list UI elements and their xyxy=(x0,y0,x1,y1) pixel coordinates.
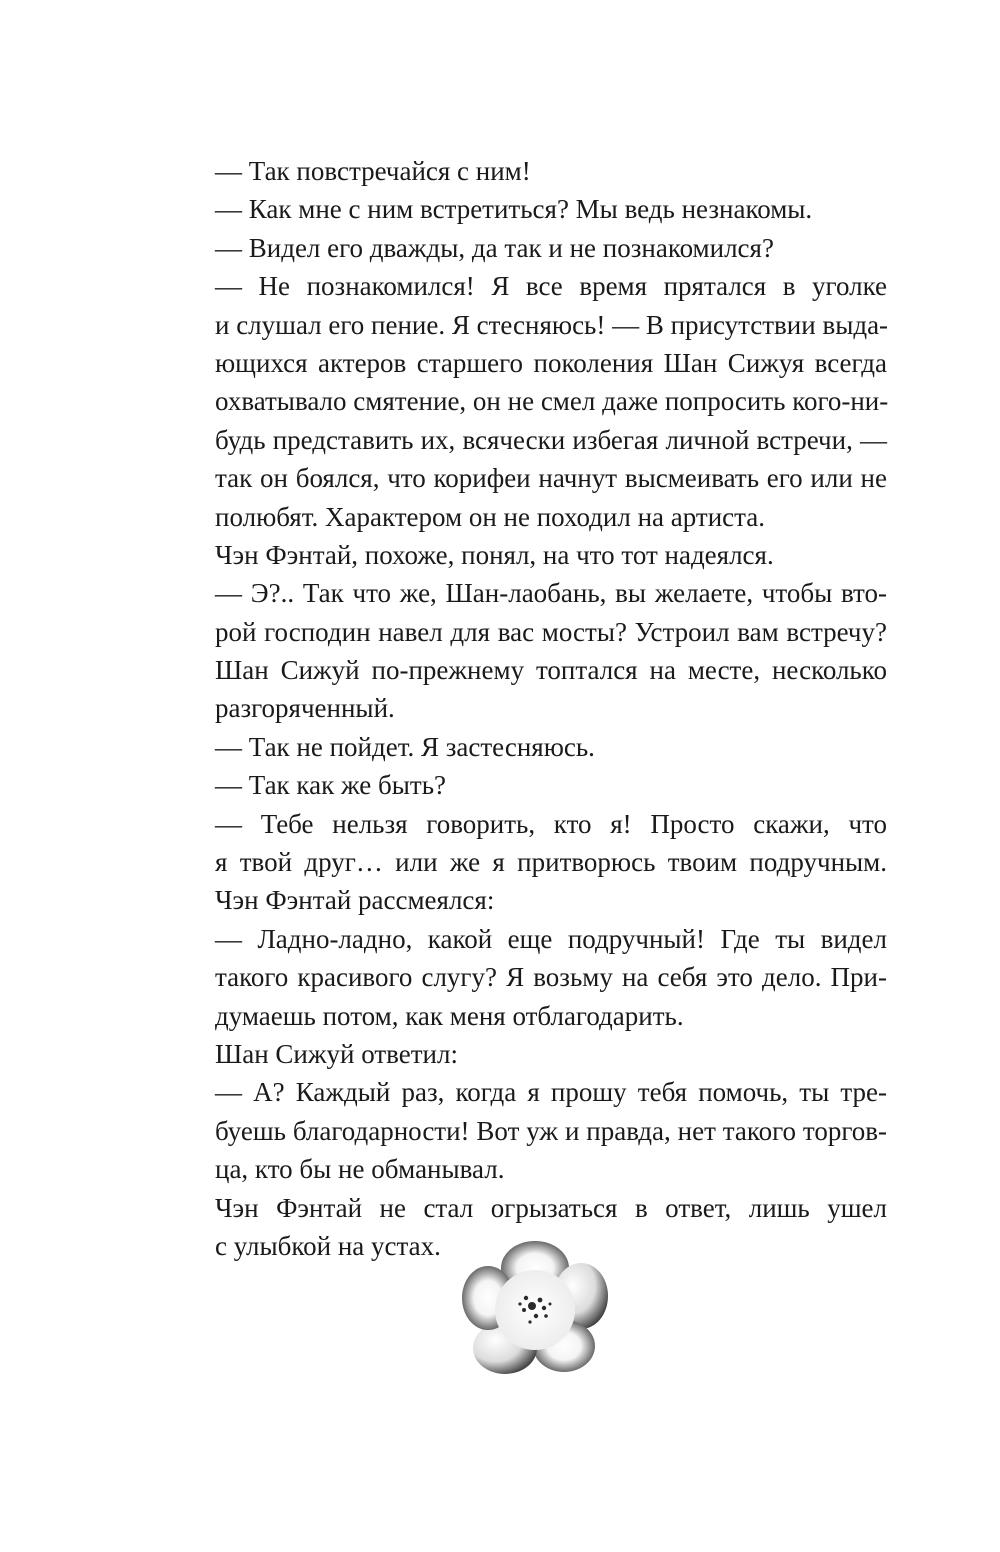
text-line: думаешь потом, как меня отблагодарить. xyxy=(215,1000,684,1031)
text-line: ющихся актеров старшего поколения Шан Сижуя всегда xyxy=(215,347,887,378)
text-line: Чэн Фэнтай не стал огрызаться в ответ, лишь ушел xyxy=(215,1192,887,1223)
text-line: — Э?.. Так что же, Шан-лаобань, вы желаете, чтобы вто- xyxy=(215,578,887,609)
text-line: я твой друг… или же я притворюсь твоим подручным. xyxy=(215,847,887,878)
text-line: буешь благодарности! Вот уж и правда, нет такого торгов- xyxy=(215,1115,887,1146)
text-line: — Как мне с ним встретиться? Мы ведь незнакомы. xyxy=(215,194,813,225)
text-line: и слушал его пение. Я стесняюсь! — В присутствии выда- xyxy=(215,309,889,340)
text-line: — Так как же быть? xyxy=(215,770,446,801)
text-line: с улыбкой на устах. xyxy=(215,1230,441,1261)
text-line: — Тебе нельзя говорить, кто я! Просто скажи, что xyxy=(215,808,887,839)
text-line: — Так повстречайся с ним! xyxy=(215,156,531,186)
text-line: так он боялся, что корифеи начнут высмеивать его или не xyxy=(215,463,887,494)
text-line: — А? Каждый раз, когда я прошу тебя помочь, ты тре- xyxy=(215,1077,887,1108)
page-text xyxy=(215,152,887,1265)
text-line: — Ладно-ладно, какой еще подручный! Где ты видел xyxy=(215,923,887,954)
flower-icon xyxy=(460,1238,610,1378)
text-line: ца, кто бы не обманывал. xyxy=(215,1154,505,1185)
text-line: — Не познакомился! Я все время прятался в уголке xyxy=(215,271,887,302)
text-line: Чэн Фэнтай, похоже, понял, на что тот надеялся. xyxy=(215,539,774,570)
text-line: охватывало смятение, он не смел даже попросить кого-ни- xyxy=(215,386,889,417)
text-line: полюбят. Характером он не походил на артиста. xyxy=(215,501,765,532)
text-line: будь представить их, всячески избегая личной встречи, — xyxy=(215,424,887,455)
text-line: — Так не пойдет. Я застесняюсь. xyxy=(215,731,595,762)
text-line: рой господин навел для вас мосты? Устроил вам встречу? xyxy=(215,616,887,647)
text-line: такого красивого слугу? Я возьму на себя это дело. При- xyxy=(215,962,887,993)
text-line: Шан Сижуй ответил: xyxy=(215,1038,458,1069)
text-line: Чэн Фэнтай рассмеялся: xyxy=(215,885,495,916)
text-line: — Видел его дважды, да так и не познакомился? xyxy=(215,232,774,263)
text-line: разгоряченный. xyxy=(215,693,395,724)
text-line: Шан Сижуй по-прежнему топтался на месте, несколько xyxy=(215,655,887,686)
